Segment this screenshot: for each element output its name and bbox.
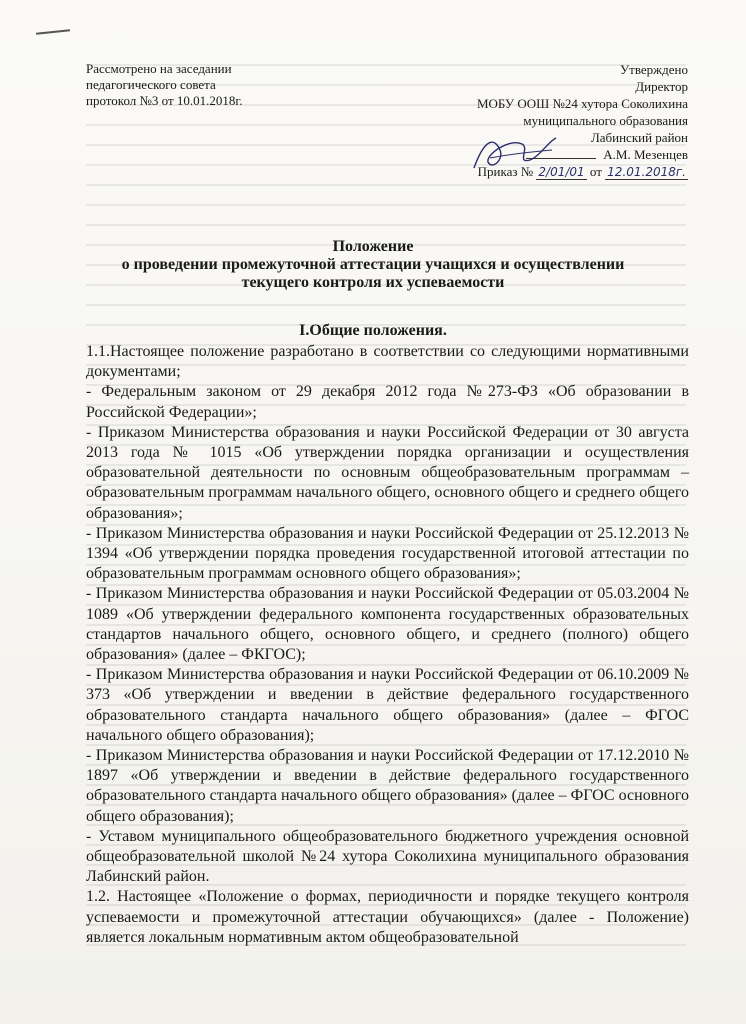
document-title xyxy=(40,238,706,292)
review-line: педагогического совета xyxy=(86,77,216,92)
paragraph: 1.2. Настоящее «Положение о формах, периодичности и порядке текущего контроля успеваемости и промежуточной аттестации обучающихся» (далее - Положение) является локальным нормативным актом общеобразовательной xyxy=(86,888,689,946)
paragraph: - Приказом Министерства образования и науки Российской Федерации от 05.03.2004 № 1089 «Об утверждении федерального компонента государственных образовательных стандартов начального общего, основного общего, и среднего (полного) общего образования» (далее – ФКГОС); xyxy=(86,585,689,664)
review-block xyxy=(86,61,336,109)
section-heading: I.Общие положения. xyxy=(299,322,447,339)
municipality: муниципального образования xyxy=(523,113,688,128)
paragraph: - Уставом муниципального общеобразовательного бюджетного учреждения основной общеобразовательной школой №24 хутора Соколихина муниципального образования Лабинский район. xyxy=(86,827,689,886)
order-prefix: Приказ № xyxy=(477,164,534,179)
document-body xyxy=(86,342,689,948)
order-number: 2/01/01 xyxy=(538,165,585,179)
review-line: протокол №3 от 10.01.2018г. xyxy=(86,93,243,108)
title-line: текущего контроля их успеваемости xyxy=(241,274,505,291)
title-line: Положение xyxy=(332,238,414,255)
paragraph: - Приказом Министерства образования и науки Российской Федерации от 30 августа 2013 года № 1015 «Об утверждении порядка организации и осуществления образовательной деятельности по основным общеобразовательным программам – образовательным программам начального общего, основного общего и среднего общего образования»; xyxy=(86,423,689,522)
paragraph: - Приказом Министерства образования и науки Российской Федерации от 17.12.2010 № 1897 «Об утверждении и введении в действие федерального государственного образовательного стандарта начального общего образования» (далее – ФГОС основного общего образования); xyxy=(86,747,689,825)
review-line: Рассмотрено на заседании xyxy=(86,61,232,76)
director-position: Директор xyxy=(635,79,688,94)
approved-label: Утверждено xyxy=(619,62,688,77)
pen-mark xyxy=(36,29,70,35)
director-name: А.М. Мезенцев xyxy=(603,147,688,162)
order-from: от xyxy=(589,164,602,179)
order-date: 12.01.2018г. xyxy=(607,165,686,179)
handwritten-signature xyxy=(470,130,560,176)
title-line: о проведении промежуточной аттестации учащихся и осуществлении xyxy=(121,256,625,273)
paragraph: - Федеральным законом от 29 декабря 2012 года №273-ФЗ «Об образовании в Российской Федерации»; xyxy=(86,383,689,421)
paragraph: - Приказом Министерства образования и науки Российской Федерации от 06.10.2009 № 373 «Об утверждении и введении в действие федерального государственного образовательного стандарта начального общего образования» (далее – ФГОС начального общего образования); xyxy=(86,666,689,744)
paragraph: - Приказом Министерства образования и науки Российской Федерации от 25.12.2013 № 1394 «Об утверждении порядка проведения государственной итоговой аттестации по образовательным программам основного общего образования»; xyxy=(86,524,689,583)
district: Лабинский район xyxy=(590,130,688,145)
paragraph: 1.1.Настоящее положение разработано в соответствии со следующими нормативными документами; xyxy=(86,343,689,381)
school-name: МОБУ ООШ №24 хутора Соколихина xyxy=(476,96,688,111)
